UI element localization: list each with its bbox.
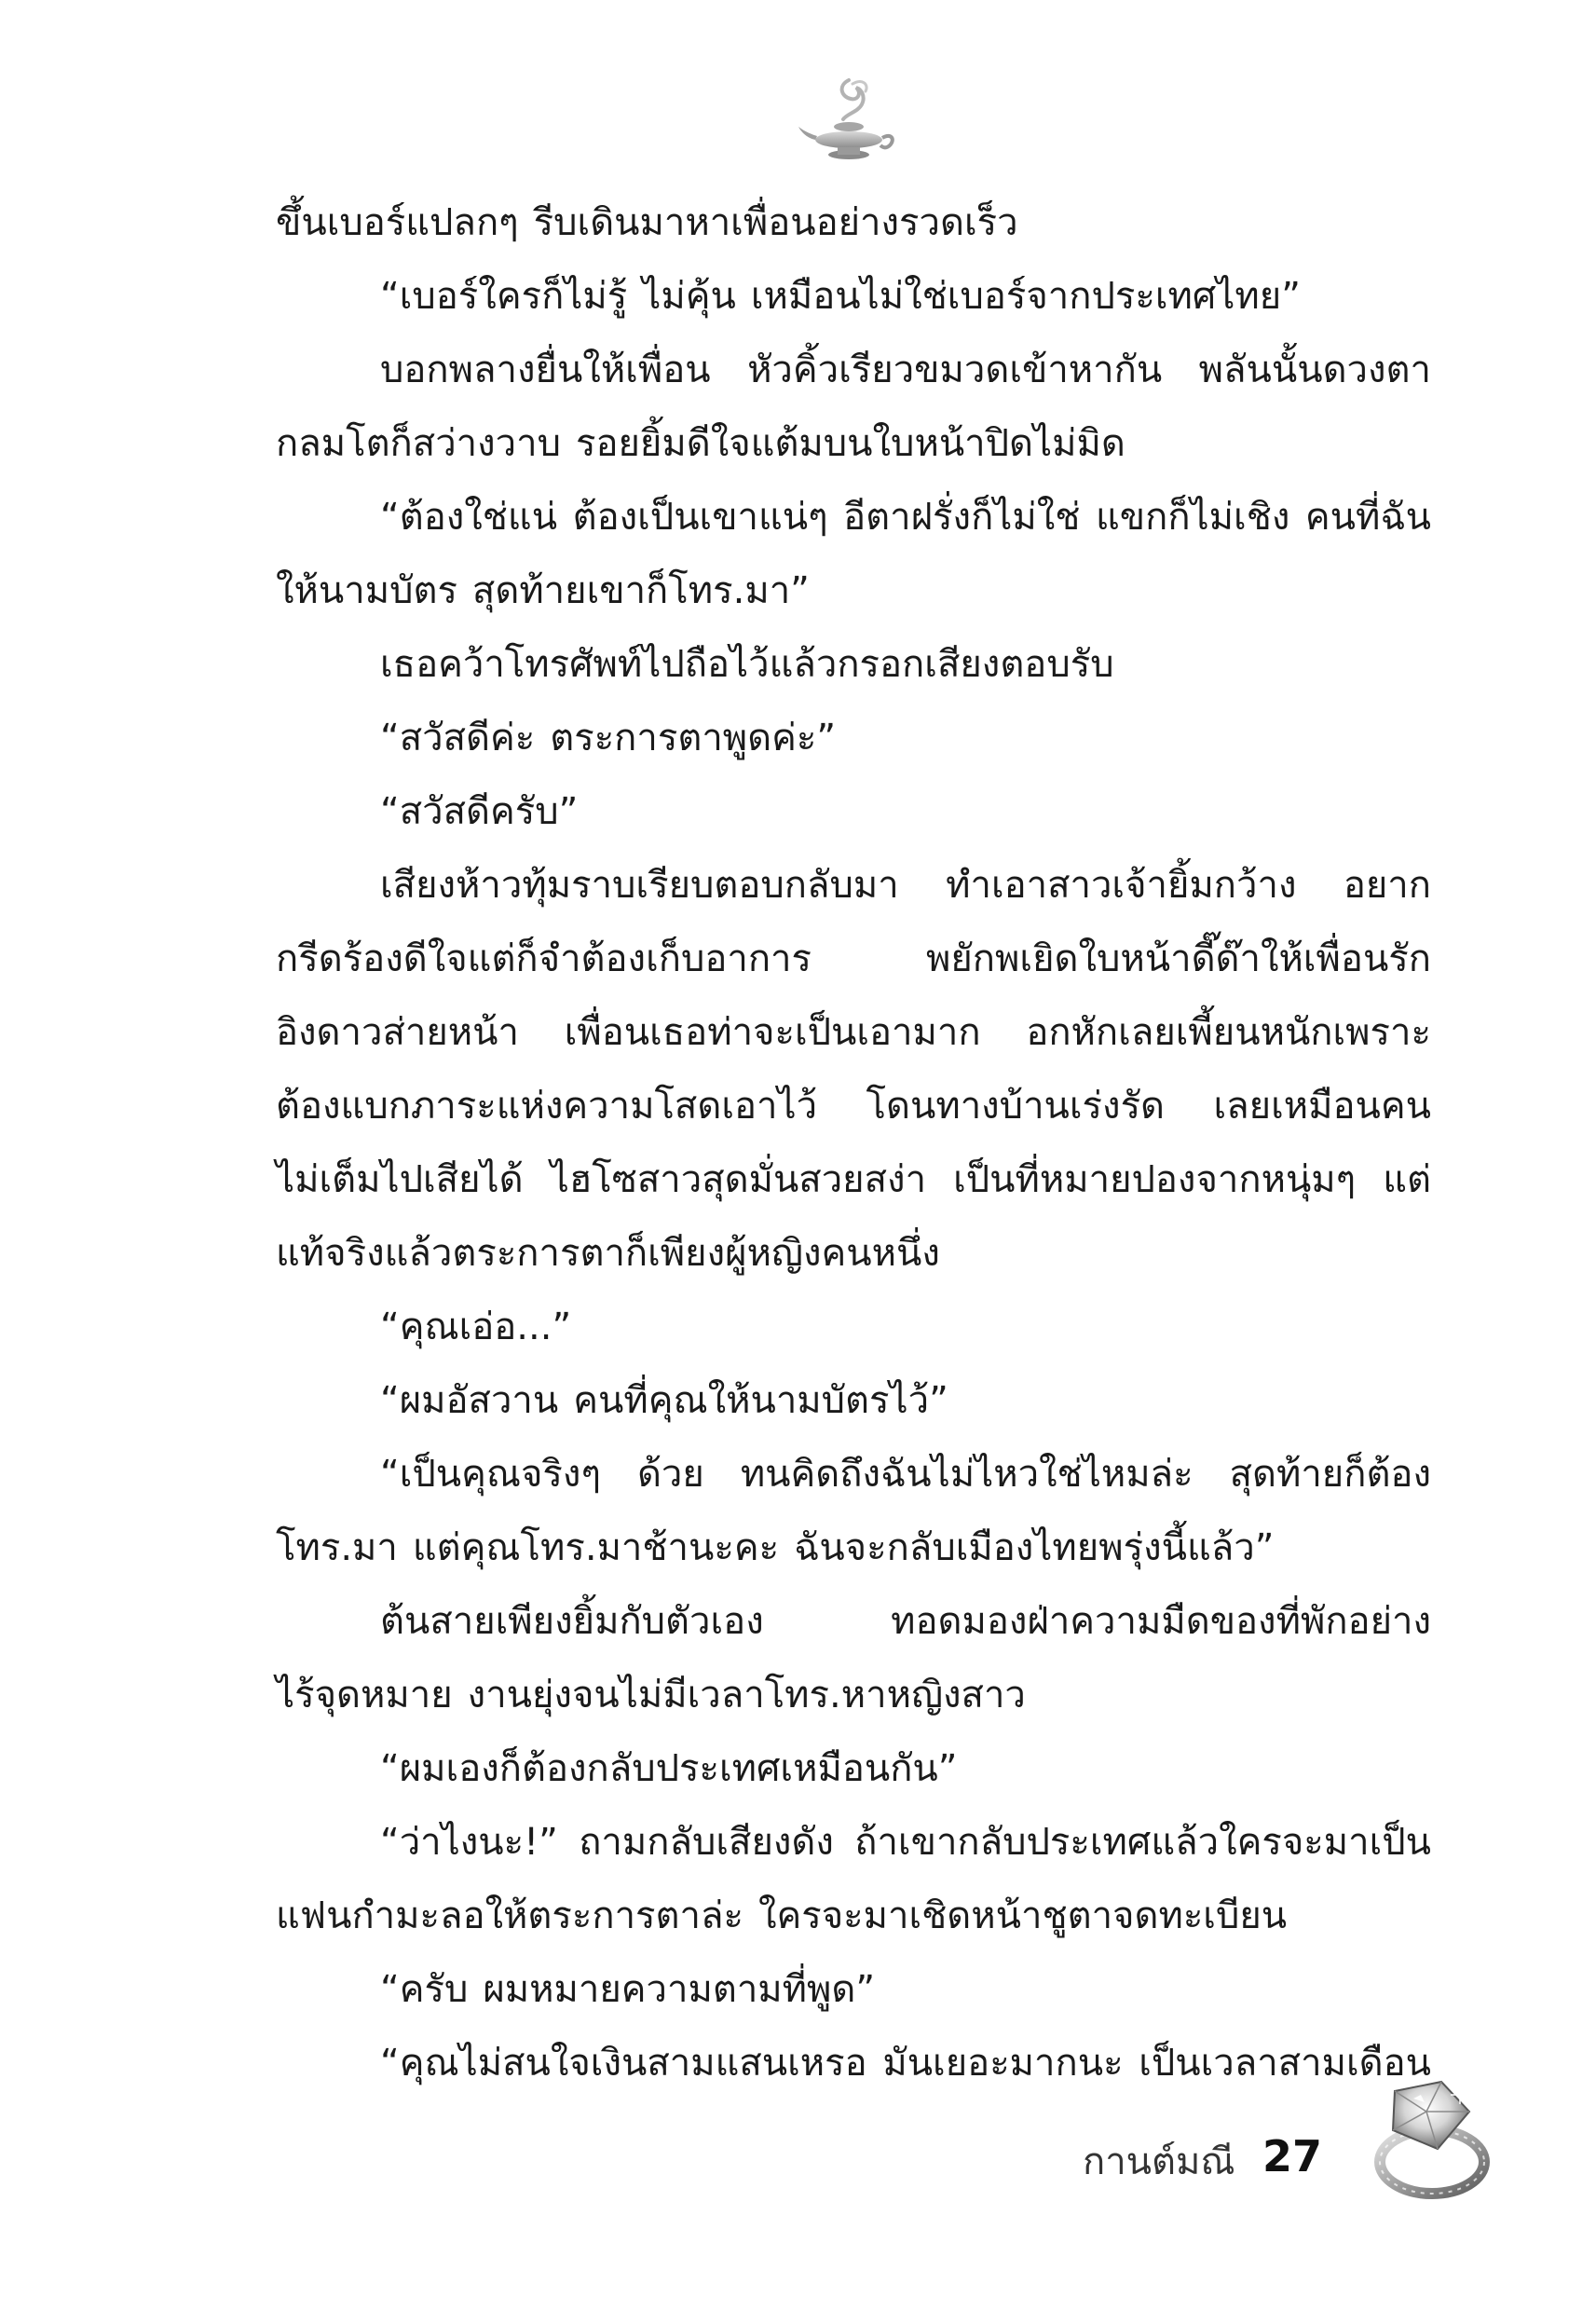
text-line xyxy=(276,186,1431,260)
text-segment: ผมหมายความตามที่พูด” xyxy=(483,1968,876,2011)
text-line xyxy=(276,2027,1431,2100)
text-segment: “คุณเอ่อ...” xyxy=(380,1306,572,1348)
text-segment: เพื่อนเธอท่าจะเป็นเอามาก xyxy=(564,1011,981,1054)
text-line xyxy=(276,1880,1431,1953)
text-segment: ไฮโซสาวสุดมั่นสวยสง่า xyxy=(550,1158,927,1201)
text-segment: “ผมอัสวาน xyxy=(380,1379,559,1422)
text-segment: ขึ้นเบอร์แปลกๆ xyxy=(276,201,519,244)
text-line xyxy=(276,334,1431,407)
text-segment: เธอคว้าโทรศัพท์ไปถือไว้แล้วกรอกเสียงตอบรับ xyxy=(380,643,1114,686)
text-segment: แท้จริงแล้วตระการตาก็เพียงผู้หญิงคนหนึ่ง xyxy=(276,1232,940,1275)
text-line xyxy=(276,1511,1431,1585)
text-segment: เป็นที่หมายปองจากหนุ่มๆ xyxy=(953,1158,1357,1201)
text-line xyxy=(276,481,1431,554)
text-segment: “ครับ xyxy=(380,1968,469,2011)
text-line xyxy=(276,923,1431,996)
text-segment: พลันนั้นดวงตา xyxy=(1198,349,1431,391)
text-line xyxy=(276,1953,1431,2027)
text-segment: “เป็นคุณจริงๆ xyxy=(380,1453,601,1496)
text-segment: ไร้จุดหมาย xyxy=(276,1674,453,1716)
text-segment: โทร.มา xyxy=(276,1526,398,1569)
text-segment: ถามกลับเสียงดัง xyxy=(579,1821,834,1864)
text-segment: เป็นเวลาสามเดือน xyxy=(1139,2042,1431,2085)
page-number: 27 xyxy=(1262,2131,1323,2181)
text-line xyxy=(276,1659,1431,1732)
text-segment: ต้องแบกภาระแห่งความโสดเอาไว้ xyxy=(276,1085,818,1128)
text-segment: ตระการตาพูดค่ะ” xyxy=(550,717,837,759)
text-line xyxy=(276,1732,1431,1806)
text-segment: ต้นสายเพียงยิ้มกับตัวเอง xyxy=(380,1600,764,1643)
text-segment: ไม่คุ้น xyxy=(642,275,736,318)
text-segment: กรีดร้องดีใจแต่ก็จำต้องเก็บอาการ xyxy=(276,937,812,980)
text-segment: มันเยอะมากนะ xyxy=(882,2042,1124,2085)
text-segment: พยักพเยิดใบหน้าดี๊ด๊าให้เพื่อนรัก xyxy=(926,937,1431,980)
text-segment: “ต้องใช่แน่ xyxy=(380,496,558,539)
text-segment: สุดท้ายเขาก็โทร.มา” xyxy=(471,569,810,612)
text-segment: ทอดมองฝ่าความมืดของที่พักอย่าง xyxy=(891,1600,1431,1643)
text-segment: อกหักเลยเพี้ยนหนักเพราะ xyxy=(1026,1011,1431,1054)
text-segment: “เบอร์ใครก็ไม่รู้ xyxy=(380,275,628,318)
text-segment: แฟนกำมะลอให้ตระการตาล่ะ xyxy=(276,1894,743,1937)
text-segment: ไม่เต็มไปเสียได้ xyxy=(276,1158,524,1201)
text-line xyxy=(276,775,1431,849)
text-segment: ใครจะมาเชิดหน้าชูตาจดทะเบียน xyxy=(757,1894,1288,1937)
text-line xyxy=(276,628,1431,702)
text-segment: อีตาฝรั่งก็ไม่ใช่ xyxy=(843,496,1081,539)
text-segment: โดนทางบ้านเร่งรัด xyxy=(866,1085,1166,1128)
text-segment: ทำเอาสาวเจ้ายิ้มกว้าง xyxy=(946,864,1297,907)
text-segment: งานยุ่งจนไม่มีเวลาโทร.หาหญิงสาว xyxy=(467,1674,1026,1716)
text-segment: “คุณไม่สนใจเงินสามแสนเหรอ xyxy=(380,2042,867,2085)
text-line xyxy=(276,1806,1431,1880)
text-segment: สุดท้ายก็ต้อง xyxy=(1229,1453,1431,1496)
body-text xyxy=(276,186,1431,2100)
text-segment: “สวัสดีครับ” xyxy=(380,790,579,833)
text-segment: แขกก็ไม่เชิง xyxy=(1095,496,1290,539)
text-line xyxy=(276,1070,1431,1143)
text-segment: ทนคิดถึงฉันไม่ไหวใช่ไหมล่ะ xyxy=(740,1453,1194,1496)
text-line xyxy=(276,1291,1431,1364)
text-segment: ให้นามบัตร xyxy=(276,569,457,612)
text-segment: บอกพลางยื่นให้เพื่อน xyxy=(380,349,711,391)
text-segment: หัวคิ้วเรียวขมวดเข้าหากัน xyxy=(747,349,1163,391)
text-segment: เลยเหมือนคน xyxy=(1213,1085,1431,1128)
text-segment: “ผมเองก็ต้องกลับประเทศเหมือนกัน” xyxy=(380,1747,958,1790)
text-line xyxy=(276,1585,1431,1659)
text-segment: ต้องเป็นเขาแน่ๆ xyxy=(572,496,828,539)
text-segment: ด้วย xyxy=(636,1453,704,1496)
text-segment: รีบเดินมาหาเพื่อนอย่างรวดเร็ว xyxy=(533,201,1018,244)
text-segment: อิงดาวส่ายหน้า xyxy=(276,1011,519,1054)
text-line xyxy=(276,1438,1431,1511)
text-segment: แต่ xyxy=(1383,1158,1431,1201)
text-line xyxy=(276,260,1431,334)
text-segment: คนที่คุณให้นามบัตรไว้” xyxy=(573,1379,948,1422)
text-segment: อยาก xyxy=(1343,864,1431,907)
text-segment: เสียงห้าวทุ้มราบเรียบตอบกลับมา xyxy=(380,864,899,907)
text-line xyxy=(276,1143,1431,1217)
text-line xyxy=(276,702,1431,775)
text-segment: ฉันจะกลับเมืองไทยพรุ่งนี้แล้ว” xyxy=(794,1526,1275,1569)
text-line xyxy=(276,996,1431,1070)
text-segment: ถ้าเขากลับประเทศแล้วใครจะมาเป็น xyxy=(854,1821,1431,1864)
text-segment: กลมโตก็สว่างวาบ xyxy=(276,422,561,465)
text-line xyxy=(276,849,1431,923)
diamond-ring-icon xyxy=(1356,2071,1495,2210)
text-line xyxy=(276,554,1431,628)
genie-lamp-icon xyxy=(797,73,899,175)
text-segment: “สวัสดีค่ะ xyxy=(380,717,536,759)
text-segment: แต่คุณโทร.มาช้านะคะ xyxy=(412,1526,780,1569)
running-title: กานต์มณี xyxy=(1083,2140,1235,2183)
text-line xyxy=(276,1364,1431,1438)
text-segment: คนที่ฉัน xyxy=(1304,496,1431,539)
text-segment: “ว่าไงนะ!” xyxy=(380,1821,558,1864)
text-segment: รอยยิ้มดีใจแต้มบนใบหน้าปิดไม่มิด xyxy=(575,422,1125,465)
text-line xyxy=(276,1217,1431,1291)
text-line xyxy=(276,407,1431,481)
text-segment: เหมือนไม่ใช่เบอร์จากประเทศไทย” xyxy=(750,275,1301,318)
